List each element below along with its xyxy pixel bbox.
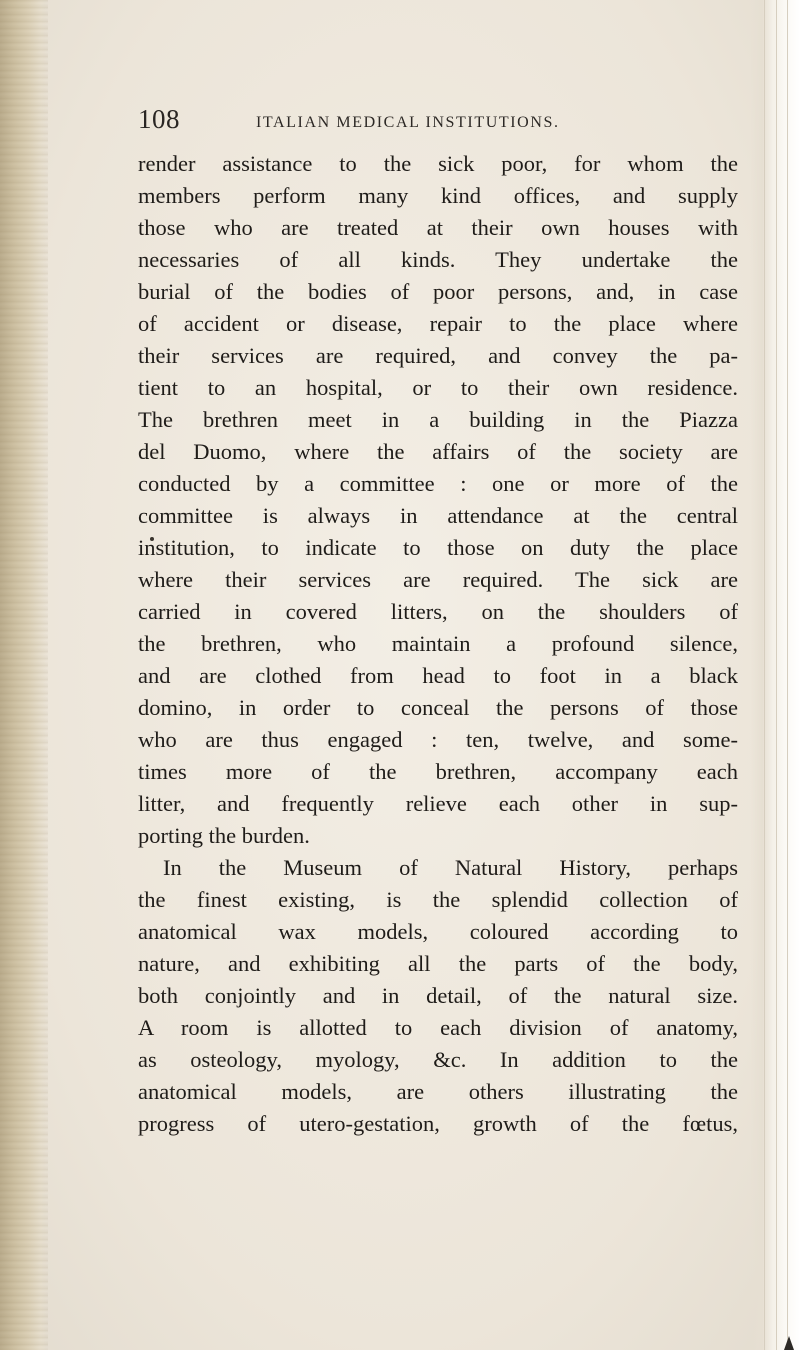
text-line: their services are required, and convey the pa- xyxy=(138,343,738,368)
text-line: conducted by a committee : one or more of the xyxy=(138,471,738,496)
text-line: A room is allotted to each division of anatomy, xyxy=(138,1015,738,1040)
text-line: render assistance to the sick poor, for whom the xyxy=(138,151,738,176)
text-line: anatomical models, are others illustrating the xyxy=(138,1079,738,1104)
page-number: 108 xyxy=(138,104,180,134)
text-line: anatomical wax models, coloured according to xyxy=(138,919,738,944)
text-line: carried in covered litters, on the shoulders of xyxy=(138,599,738,624)
text-line: those who are treated at their own houses with xyxy=(138,215,738,240)
text-line: nature, and exhibiting all the parts of the body, xyxy=(138,951,738,976)
running-head: ITALIAN MEDICAL INSTITUTIONS. xyxy=(256,114,560,131)
text-line: del Duomo, where the affairs of the society are xyxy=(138,439,738,464)
text-line: both conjointly and in detail, of the natural size. xyxy=(138,983,738,1008)
text-line: tient to an hospital, or to their own residence. xyxy=(138,375,738,400)
text-line: times more of the brethren, accompany each xyxy=(138,759,738,784)
text-line: where their services are required. The sick are xyxy=(138,567,738,592)
text-line: of accident or disease, repair to the place where xyxy=(138,311,738,336)
binding-edge xyxy=(0,0,48,1350)
text-line: as osteology, myology, &c. In addition to the xyxy=(138,1047,738,1072)
text-line: In the Museum of Natural History, perhaps xyxy=(163,855,738,880)
page-header xyxy=(138,104,698,138)
text-line: litter, and frequently relieve each other in sup- xyxy=(138,791,738,816)
text-line: and are clothed from head to foot in a black xyxy=(138,663,738,688)
text-line: porting the burden. xyxy=(138,823,310,848)
text-line: institution, to indicate to those on duty the place xyxy=(138,535,738,560)
text-line: necessaries of all kinds. They undertake the xyxy=(138,247,738,272)
text-line: committee is always in attendance at the central xyxy=(138,503,738,528)
page-marker-icon xyxy=(784,1336,794,1350)
body-text xyxy=(138,148,738,1140)
text-line: The brethren meet in a building in the Piazza xyxy=(138,407,738,432)
text-line: the finest existing, is the splendid collection of xyxy=(138,887,738,912)
text-line: who are thus engaged : ten, twelve, and some- xyxy=(138,727,738,752)
text-line: burial of the bodies of poor persons, and, in case xyxy=(138,279,738,304)
text-line: the brethren, who maintain a profound silence, xyxy=(138,631,738,656)
text-line: members perform many kind offices, and supply xyxy=(138,183,738,208)
text-line: domino, in order to conceal the persons of those xyxy=(138,695,738,720)
text-line: progress of utero-gestation, growth of the fœtus, xyxy=(138,1111,738,1136)
page-edges xyxy=(750,0,800,1350)
